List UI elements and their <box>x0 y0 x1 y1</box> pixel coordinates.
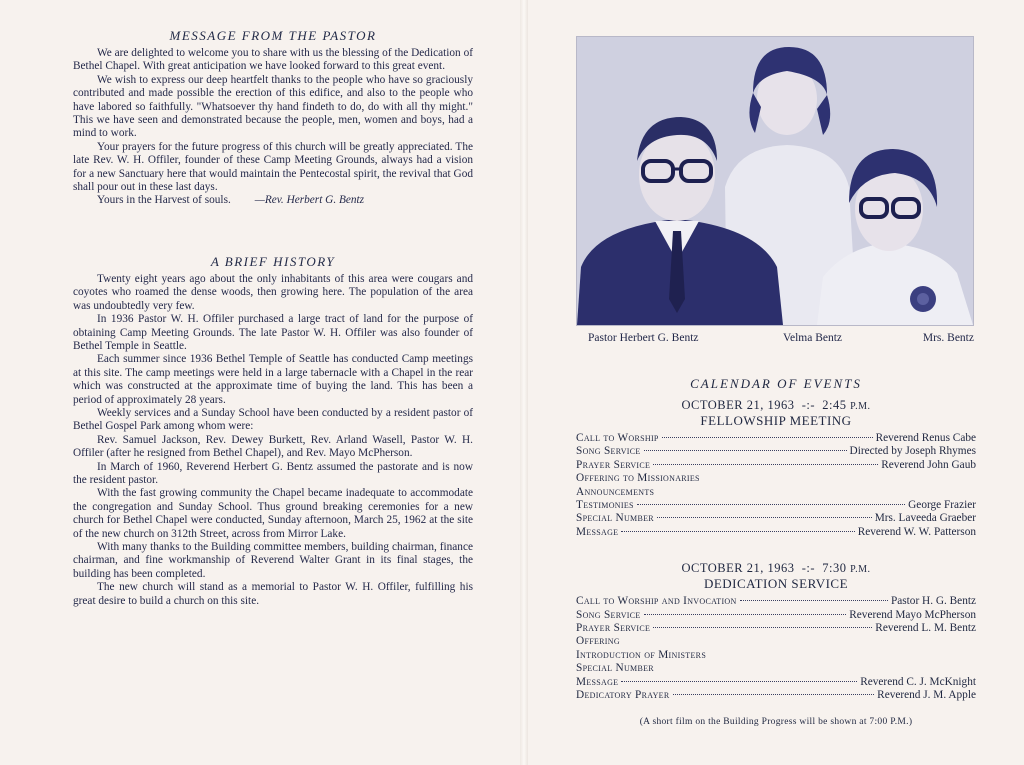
program-person: Reverend C. J. McKnight <box>860 675 976 688</box>
program-row <box>576 472 976 485</box>
event-date-sep: -:- <box>801 398 816 412</box>
program-item: Special Number <box>576 662 654 675</box>
event-ampm: P.M. <box>850 564 871 576</box>
program-person: Reverend Mayo McPherson <box>849 608 976 621</box>
program-item: Dedicatory Prayer <box>576 689 670 702</box>
program-person: Pastor H. G. Bentz <box>890 595 976 608</box>
history-paragraph: In 1936 Pastor W. H. Offiler purchased a large tract of land for the purpose of obtaining Camp Meeting Grounds. The late Pastor W. H. Offiler was also founder of Bethel Temple in Seattle. <box>73 313 473 352</box>
pastor-signature: —Rev. Herbert G. Bentz <box>254 194 365 207</box>
program-item: Announcements <box>576 485 655 498</box>
history-paragraph: In March of 1960, Reverend Herbert G. Bentz assumed the pastorate and is now the resident pastor. <box>73 460 473 486</box>
pastor-message-title: MESSAGE FROM THE PASTOR <box>169 28 377 43</box>
program-person: George Frazier <box>908 499 976 512</box>
program-row <box>576 689 976 702</box>
program-item: Offering to Missionaries <box>576 472 700 485</box>
caption-velma: Velma Bentz <box>782 332 843 344</box>
history-paragraph: Twenty eight years ago about the only inhabitants of this area were cougars and coyotes who roamed the dense woods, then growing here. The population of the area was undoubtedly very few. <box>73 272 473 312</box>
event-name: DEDICATION SERVICE <box>703 576 849 592</box>
history-paragraph: Rev. Samuel Jackson, Rev. Dewey Burkett, Rev. Arland Wasell, Pastor W. H. Offiler (after he resigned from Bethel Chapel), and Rev. Mayo McPherson. <box>73 433 473 460</box>
program-person: Reverend W. W. Patterson <box>857 525 976 538</box>
event-date <box>576 398 976 413</box>
program-item: Introduction of Ministers <box>576 648 707 661</box>
history-paragraph: Each summer since 1936 Bethel Temple of Seattle has conducted Camp meetings at this site. The camp meetings were held in a large tabernacle with a Chapel in the rear which was constructed at the approximate time of buying the land. This has been a period of approximately 28 years. <box>73 353 473 406</box>
event-date <box>576 561 976 576</box>
program-row <box>576 635 976 648</box>
pastor-paragraph: We are delighted to welcome you to share with us the blessing of the Dedication of Bethel Chapel. With great anticipation we have looked forward to this great event. <box>73 47 473 73</box>
history-paragraph: With the fast growing community the Chapel became inadequate to accommodate the congregation and Sunday School. Thus ground breaking ceremonies for a new church for Bethel Chapel were conducted, Sunday afternoon, March 25, 1962 at the site of the new church on 312th Street, across from Mirror Lake. <box>73 487 473 540</box>
program-person: Reverend John Gaub <box>881 458 976 471</box>
program-row <box>576 445 976 458</box>
history-paragraph: Weekly services and a Sunday School have been conducted by a resident pastor of Bethel Gospel Park among whom were: <box>73 406 473 433</box>
program-row <box>576 432 976 445</box>
program-item: Testimonies <box>576 499 634 512</box>
program-row <box>576 622 976 635</box>
left-page <box>73 28 473 608</box>
program-row <box>576 662 976 675</box>
program-row <box>576 499 976 512</box>
history-title: A BRIEF HISTORY <box>210 253 336 269</box>
family-photo <box>576 36 974 326</box>
program-person: Mrs. Laveeda Graeber <box>874 512 976 525</box>
program-item: Offering <box>576 635 620 648</box>
event-date-text: OCTOBER 21, 1963 <box>681 561 795 576</box>
program-item: Message <box>576 675 619 688</box>
program-person: Reverend Renus Cabe <box>875 432 976 444</box>
history-paragraph: The new church will stand as a memorial to Pastor W. H. Offiler, fulfilling his great desire to build a church on this site. <box>73 581 473 607</box>
program-item: Song Service <box>576 608 641 621</box>
pastor-paragraph: Your prayers for the future progress of this church will be greatly appreciated. The late Rev. W. H. Offiler, founder of these Camp Meeting Grounds, always had a vision for a new Sanctuary here that would maintain the Pentecostal spirit, the revival that God shall pour out in these last days. <box>73 140 473 194</box>
program-item: Prayer Service <box>576 458 651 471</box>
program-item: Special Number <box>576 512 654 525</box>
film-note: (A short film on the Building Progress will be shown at 7:00 P.M.) <box>639 716 913 727</box>
program-row <box>576 512 976 525</box>
event-name: FELLOWSHIP MEETING <box>700 413 852 428</box>
closing-line: Yours in the Harvest of souls. <box>97 194 231 207</box>
program-person: Directed by Joseph Rhymes <box>849 445 976 458</box>
event-ampm: P.M. <box>850 401 871 412</box>
program-person: Reverend J. M. Apple <box>877 689 976 702</box>
program-item: Song Service <box>576 445 641 458</box>
page-fold <box>520 0 528 765</box>
program-row <box>576 595 976 608</box>
program-item: Call to Worship <box>576 432 659 444</box>
photo-captions <box>588 332 974 344</box>
program-row <box>576 676 976 689</box>
caption-pastor: Pastor Herbert G. Bentz <box>588 332 699 344</box>
history-paragraph: With many thanks to the Building committee members, building chairman, finance chairman, and fine workmanship of Reverend Walter Grant in its final stages, the building has been completed. <box>73 541 473 580</box>
program-item: Prayer Service <box>576 622 651 635</box>
pastor-signoff <box>73 194 473 207</box>
caption-mrs-bentz: Mrs. Bentz <box>922 332 974 344</box>
calendar-title: CALENDAR OF EVENTS <box>690 376 862 391</box>
event-time: 2:45 <box>822 398 847 412</box>
program-item: Message <box>576 525 619 538</box>
program-item: Call to Worship and Invocation <box>576 595 737 608</box>
pastor-paragraph: We wish to express our deep heartfelt thanks to the people who have so graciously contributed and made possible the erection of this edifice, and also to the people who have labored so faithfully. "Whatsoever thy hand findeth to do, do with all thy might." This we have seen and demonstrated because the people, men, women and boys, had a mind to work. <box>73 73 473 140</box>
program-row <box>576 459 976 472</box>
program-row <box>576 649 976 662</box>
event-time: 7:30 <box>822 561 847 576</box>
right-page <box>576 36 976 727</box>
event-date-text: OCTOBER 21, 1963 <box>681 398 795 412</box>
program-row <box>576 609 976 622</box>
event-date-sep: -:- <box>801 561 816 576</box>
family-photo-illustration <box>577 37 973 325</box>
program-row <box>576 526 976 539</box>
program-person: Reverend L. M. Bentz <box>875 622 976 635</box>
program-row <box>576 486 976 499</box>
